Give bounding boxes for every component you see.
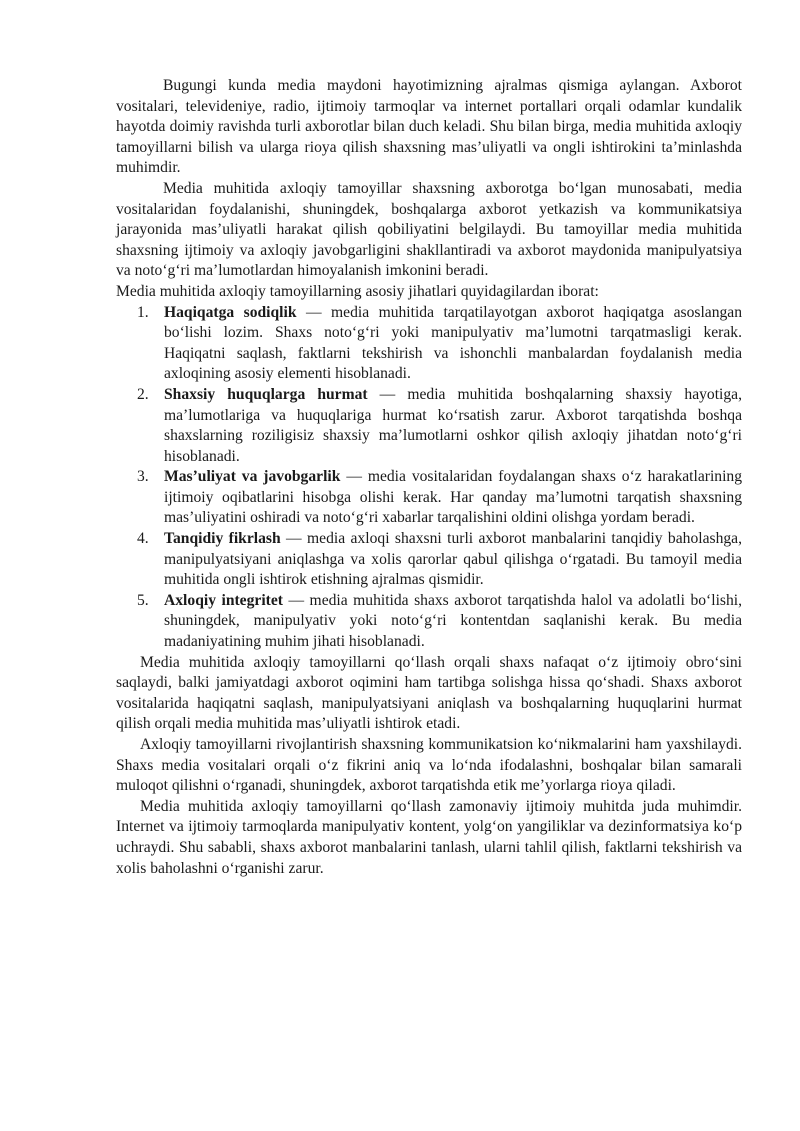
paragraph-outro-1: Media muhitida axloqiy tamoyillarni qo‘llash orqali shaxs nafaqat o‘z ijtimoiy obro‘sini saqlaydi, balki jamiyatdagi axborot oqimini ham tartibga solishga hissa qo‘shadi. Shaxs axborot vositalarida haqiqatni saqlash, manipulyatsiyani aniqlash va boshqalarning huquqlarini hurmat qilish orqali media muhitida mas’uliyatli ishtirok etadi. (116, 653, 742, 733)
list-item-term: Tanqidiy fikrlash (164, 530, 281, 548)
paragraph-outro-2: Axloqiy tamoyillarni rivojlantirish shaxsning kommunikatsion ko‘nikmalarini ham yaxshilaydi. Shaxs media vositalari orqali o‘z fikrini aniq va lo‘nda ifodalashni, boshqalar bilan samarali muloqot qilishni o‘rganadi, shuningdek, axborot tarqatishda etik me’yorlarga rioya qiladi. (116, 736, 742, 795)
list-item-term: Shaxsiy huquqlarga hurmat (164, 385, 368, 403)
list-item-number: 3. (137, 468, 149, 486)
document-page (116, 76, 742, 879)
list-item (116, 467, 742, 529)
paragraph-list-lead: Media muhitida axloqiy tamoyillarning asosiy jihatlari quyidagilardan iborat: (116, 282, 599, 300)
list-item-number: 5. (137, 591, 149, 609)
list-item-term: Mas’uliyat va javobgarlik (164, 468, 341, 486)
list-item-number: 4. (137, 530, 149, 548)
list-item (116, 591, 742, 653)
list-item-text: — media muhitida boshqalarning shaxsiy hayotiga, ma’lumotlariga va huquqlariga hurmat ko‘rsatish zarur. Axborot tarqatishda boshqa shaxslarning roziligisiz shaxsiy ma’lumotlarni oshkor qilish axloqiy jihatdan noto‘g‘ri hisoblanadi. (164, 385, 742, 465)
list-item-text: — media axloqi shaxsni turli axborot manbalarini tanqidiy baholashga, manipulyatsiyani aniqlashga va xolis qarorlar qabul qilishga o‘rgatadi. Bu tamoyil media muhitida ongli ishtirok etishning ajralmas qismidir. (164, 530, 742, 589)
list-item (116, 385, 742, 467)
paragraph-intro-1: Bugungi kunda media maydoni hayotimizning ajralmas qismiga aylangan. Axborot vositalari, televideniye, radio, ijtimoiy tarmoqlar va internet portallari orqali odamlar kundalik hayotda doimiy ravishda turli axborotlar bilan duch keladi. Shu bilan birga, media muhitida axloqiy tamoyillarni bilish va ularga rioya qilish shaxsning mas’uliyatli va ongli ishtirokini ta’minlashda muhimdir. (116, 77, 742, 177)
paragraph-intro-2: Media muhitida axloqiy tamoyillar shaxsning axborotga bo‘lgan munosabati, media vositalaridan foydalanishi, shuningdek, boshqalarga axborot yetkazish va kommunikatsiya jarayonida mas’uliyatli harakat qilish qobiliyatini belgilaydi. Bu tamoyillar media muhitida shaxsning ijtimoiy va axloqiy javobgarligini shakllantiradi va axborot maydonida manipulyatsiya va noto‘g‘ri ma’lumotlardan himoyalanish imkonini beradi. (116, 179, 742, 280)
list-item-number: 2. (137, 385, 149, 403)
list-item-term: Axloqiy integritet (164, 591, 283, 609)
list-item-text: — media muhitida tarqatilayotgan axborot haqiqatga asoslangan bo‘lishi lozim. Shaxs noto‘g‘ri yoki manipulyativ ma’lumotni tarqatmasligi kerak. Haqiqatni saqlash, faktlarni tekshirish va ishonchli manbalardan foydalanish media axloqining asosiy elementi hisoblanadi. (164, 303, 743, 383)
list-item-term: Haqiqatga sodiqlik (164, 303, 297, 321)
list-item (116, 529, 742, 591)
list-item (116, 303, 742, 385)
list-item-text: — media muhitida shaxs axborot tarqatishda halol va adolatli bo‘lishi, shuningdek, manipulyativ yoki noto‘g‘ri kontentdan saqlanishi kerak. Bu media madaniyatining muhim jihati hisoblanadi. (164, 591, 742, 651)
paragraph-outro-3: Media muhitida axloqiy tamoyillarni qo‘llash zamonaviy ijtimoiy muhitda juda muhimdir. Internet va ijtimoiy tarmoqlarda manipulyativ kontent, yolg‘on yangiliklar va dezinformatsiya ko‘p uchraydi. Shu sababli, shaxs axborot manbalarini tanlash, ularni tahlil qilish, faktlarni tekshirish va xolis baholashni o‘rganishi zarur. (116, 797, 742, 877)
principles-list (116, 303, 742, 653)
list-item-number: 1. (137, 303, 149, 321)
list-item-text: — media vositalaridan foydalangan shaxs o‘z harakatlarining ijtimoiy oqibatlarini hisobga olishi kerak. Har qanday ma’lumotni tarqatish shaxsning mas’uliyatini oshiradi va noto‘g‘ri xabarlar tarqalishini oldini olishga yordam beradi. (164, 468, 743, 527)
